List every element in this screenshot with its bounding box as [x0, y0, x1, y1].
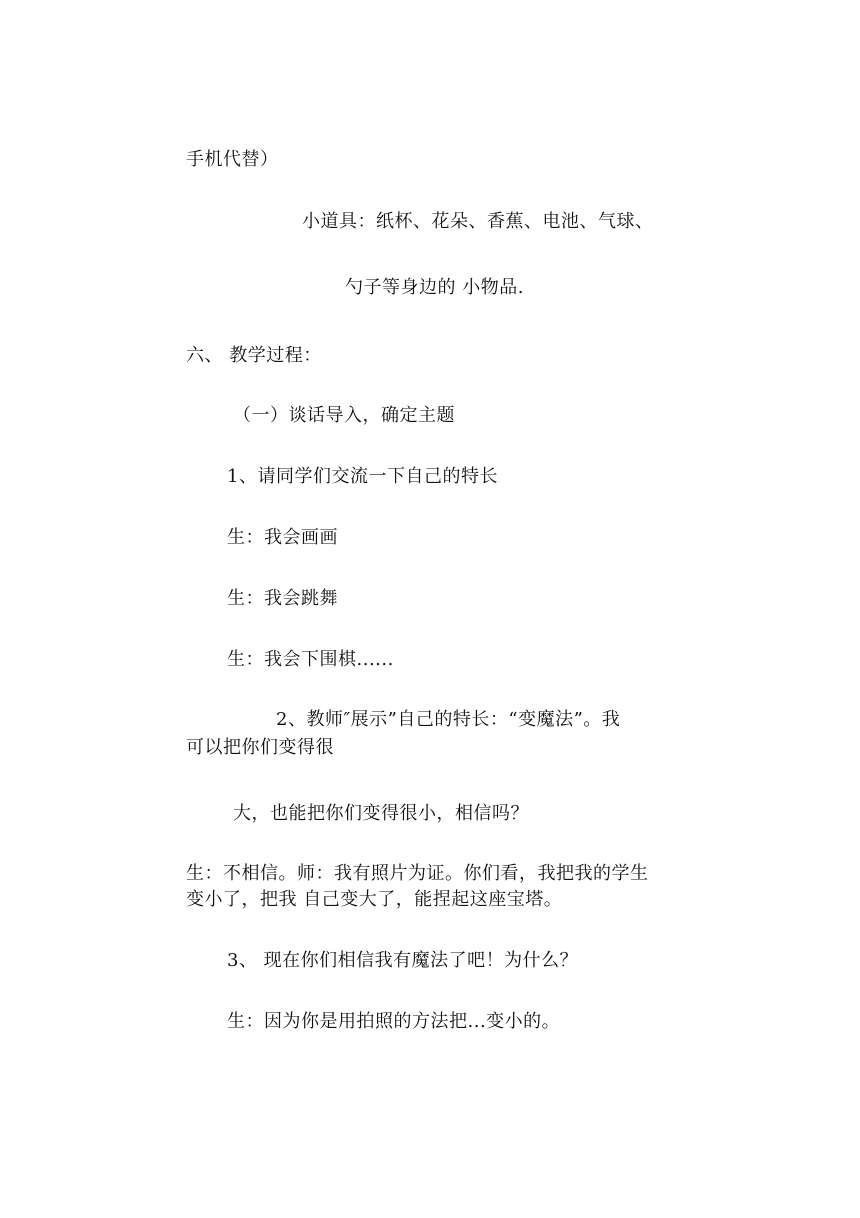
text-line: 生：我会画画 [227, 527, 338, 548]
text-line: 3、 现在你们相信我有魔法了吧！为什么？ [227, 950, 579, 971]
text-line: 小道具：纸杯、花朵、香蕉、电池、气球、 [302, 211, 654, 232]
text-line: 大，也能把你们变得很小，相信吗？ [233, 803, 529, 824]
text-line: 可以把你们变得很 [186, 737, 334, 758]
text-line: 生：不相信。师：我有照片为证。你们看，我把我的学生 [186, 863, 649, 884]
text-line: 2、教师″展示”自己的特长：“变魔法”。我 [276, 709, 621, 730]
text-line: 变小了，把我 自己变大了，能捏起这座宝塔。 [186, 889, 563, 910]
text-line: 1、请同学们交流一下自己的特长 [227, 466, 498, 487]
text-line: 生：因为你是用拍照的方法把...变小的。 [227, 1011, 561, 1032]
text-line: 生：我会跳舞 [227, 588, 338, 609]
text-line: 勺子等身边的 小物品. [345, 277, 524, 298]
text-line: 手机代替） [186, 149, 279, 170]
section-heading: 六、 教学过程： [186, 345, 322, 366]
subsection-heading: （一）谈话导入，确定主题 [233, 405, 455, 426]
text-line: 生：我会下围棋...... [227, 649, 394, 670]
